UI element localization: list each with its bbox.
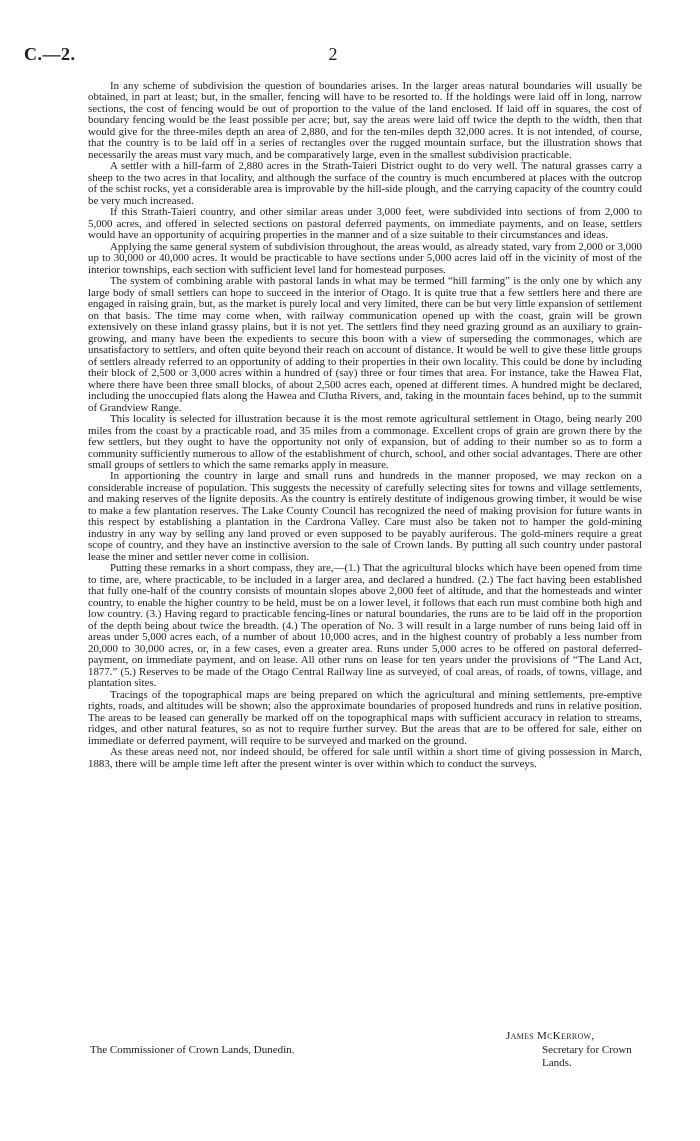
paragraph-general-system: Applying the same general system of subdivision throughout, the areas would, as already stated, vary from 2,000 or 3,000 up to 30,000 or 40,000 acres. It would be practicable to have sections under 5,000 acres laid off in the vicinity of most of the interior townships, each section with sufficient level land for homestead purposes. <box>88 240 642 276</box>
paragraph-strath-taieri: If this Strath-Taieri country, and other similar areas under 3,000 feet, were subdivided into sections of from 2,000 to 5,000 acres, and offered in selected sections on pastoral deferred payments, on immediate payments, and on lease, settlers would have an opportunity of acquiring properties in the manner and of a size suitable to their circumstances and ideas. <box>88 206 642 242</box>
paragraph-locality: This locality is selected for illustration because it is the most remote agricultural settlement in Otago, being nearly 200 miles from the coast by a practicable road, and 35 miles from a commonage. Excellent crops of grain are grown there by the few settlers, but they ought to have the opportunity not only of expansion, but of adding to their number so as to form a community sufficiently numerous to allow of the establishment of church, school, and other social advantages. There are other small groups of settlers to which the same remarks apply in measure. <box>88 413 642 471</box>
signatory-name: James McKerrow, <box>506 1030 595 1042</box>
page-header <box>24 44 642 66</box>
signatory-title: Secretary for Crown Lands. <box>542 1044 632 1069</box>
paragraph-hill-farming: The system of combining arable with pastoral lands in what may be termed “hill farming” is the only one by which any large body of small settlers can hope to succeed in the interior of Otago. It is quite true that a few settlers here and there are engaged in raising grain, but, as the market is purely local and very limited, there can be but very little expansion of settlement on that basis. The time may come when, with railway communication opened up with the coast, grain will be grown extensively on these inland grassy plains, but it is not yet. The settlers find they need grazing ground as an auxiliary to grain-growing, and many have been the expedients to secure this boon with a view of superseding the commonages, which are unsatisfactory to settlers, and often quite beyond their reach on account of distance. It would be well to give these little groups of settlers already referred to an opportunity of adding to their properties in their own locality. This could be done by including their block of 2,500 or 3,000 acres within a hundred of (say) three or four times that area. For instance, take the Hawea Flat, where there have been three small blocks, of about 2,500 acres each, opened at different times. A hundred might be declared, including the unoccupied flats along the Hawea and Clutha Rivers, and, taking in the mountain faces behind, up to the summit of Grandview Range. <box>88 275 642 414</box>
body-text <box>88 81 642 770</box>
addressee: The Commissioner of Crown Lands, Dunedin. <box>90 1044 295 1056</box>
document-reference: C.—2. <box>24 44 76 64</box>
page-number: 2 <box>328 44 338 64</box>
paragraph-surveys: As these areas need not, nor indeed should, be offered for sale until within a short time of giving possession in March, 1883, there will be ample time left after the present winter is over within which to conduct the surveys. <box>88 746 642 770</box>
paragraph-hill-farm: A settler with a hill-farm of 2,880 acres in the Strath-Taieri District ought to do very well. The natural grasses carry a sheep to the two acres in that locality, and although the surface of the country is much encumbered at places with the outcrop of the schist rocks, yet a considerable area is improvable by the hill-side plough, and the carrying capacity of the country could be very much increased. <box>88 160 642 207</box>
paragraph-summary: Putting these remarks in a short compass, they are,—(1.) That the agricultural blocks which have been opened from time to time, are, where practicable, to be included in a larger area, and declared a hundred. (2.) The fact having been established that fully one-half of the country consists of mountain slopes above 2,000 feet of altitude, and that the homesteads and winter country, to enable the higher country to be held, must be on a lower level, it follows that each run must combine both high and low country. (3.) Having regard to practicable fencing-lines or natural boundaries, the runs are to be laid off in the proportion of the depth being about twice the breadth. (4.) The operation of No. 3 will result in a large number of runs being laid off in areas under 5,000 acres each, of a number of about 10,000 acres, and in the highest country of probably a less number from 20,000 to 30,000 acres, or, in a few cases, even a greater area. Runs under 5,000 acres to be offered on pastoral deferred-payment, on immediate payment, and on lease. All other runs on lease for ten years under the provisions of “The Land Act, 1877.” (5.) Reserves to be made of the Otago Central Railway line as surveyed, of coal areas, of roads, of towns, village, and plantation sites. <box>88 562 642 690</box>
paragraph-apportioning: In apportioning the country in large and small runs and hundreds in the manner proposed, we may reckon on a considerable increase of population. This suggests the necessity of carefully selecting sites for towns and village settlements, and making reserves of the lignite deposits. As the country is entirely destitute of indigenous growing timber, it would be wise to make a few plantation reserves. The Lake County Council has recognized the need of making provision for future wants in this respect by establishing a plantation in the Cardrona Valley. Care must also be taken not to hamper the gold-mining industry in any way by selling any land proved or even supposed to be payably auriferous. The gold-miners require a great scope of country, and they have an instinctive aversion to the sale of Crown lands. By putting all such country under pastoral lease the miner and settler never come in collision. <box>88 470 642 563</box>
paragraph-tracings: Tracings of the topographical maps are being prepared on which the agricultural and mining settlements, pre-emptive rights, roads, and altitudes will be shown; also the approximate boundaries of proposed hundreds and runs in relative position. The areas to be leased can generally be marked off on the topographical maps with sufficient accuracy in relation to streams, ridges, and other natural features, so as not to require further survey. But the areas that are to be offered for sale, either on immediate or deferred payment, will require to be surveyed and marked on the ground. <box>88 688 642 747</box>
paragraph-boundaries: In any scheme of subdivision the question of boundaries arises. In the larger areas natural boundaries will usually be obtained, in part at least; but, in the smaller, fencing will have to be resorted to. If the holdings were laid off in long, narrow sections, the cost of fencing would be out of proportion to the value of the land enclosed. If laid off in squares, the cost of boundary fencing would be the least possible per acre; but, say the areas were laid off twice the depth to the width, then that would give for the three-miles depth an area of 2,880, and for the ten-miles depth 32,000 acres. It is not intended, of course, that the country is to be laid off in a series of rectangles over the rugged mountain surface, but the illustration shows that necessarily the areas must vary much, and be comparatively large, even in the smallest subdivision practicable. <box>88 80 642 161</box>
